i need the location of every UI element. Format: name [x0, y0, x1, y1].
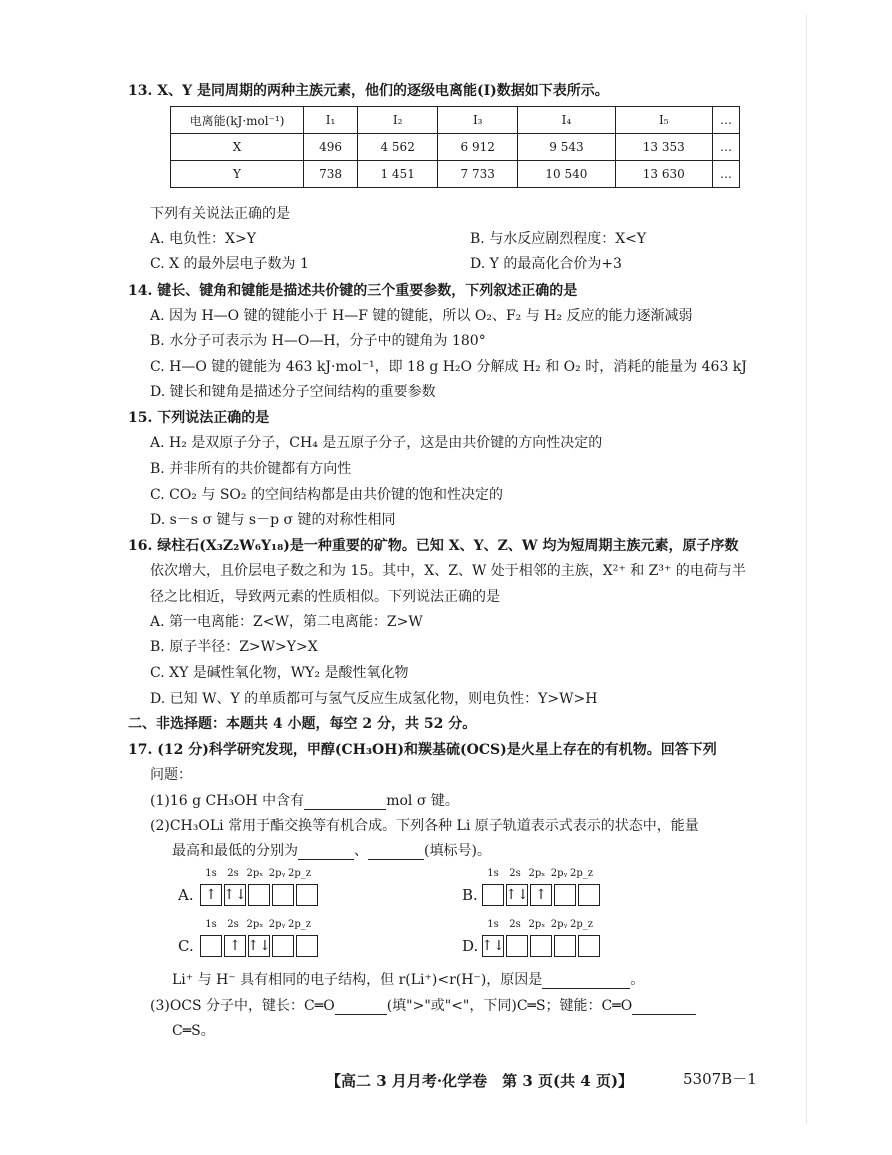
q15-stem: 15. 下列说法正确的是 [128, 410, 270, 426]
orbital-option-a-label: A. [178, 886, 194, 904]
orbital-box [554, 884, 576, 906]
q13-option-b: B. 与水反应剧烈程度：X<Y [470, 231, 647, 247]
table-cell: 13 353 [615, 134, 712, 161]
q14-option-a: A. 因为 H—O 键的键能小于 H—F 键的键能，所以 O₂、F₂ 与 H₂ 反应的能力逐渐减弱 [150, 308, 693, 324]
q17-line1: 17. (12 分)科学研究发现，甲醇(CH₃OH)和羰基硫(OCS)是火星上存在的有机物。回答下列 [128, 742, 717, 758]
q15-option-b: B. 并非所有的共价键都有方向性 [150, 461, 352, 477]
section-2-heading: 二、非选择题：本题共 4 小题，每空 2 分，共 52 分。 [128, 716, 477, 732]
q15-option-d: D. s－s σ 键与 s－p σ 键的对称性相同 [150, 512, 396, 528]
orbital-option-c-label: C. [178, 937, 194, 955]
table-cell: 9 543 [518, 134, 615, 161]
table-header-cell: I₅ [615, 107, 712, 134]
q13-option-a: A. 电负性：X>Y [150, 231, 256, 247]
table-header-cell: I₂ [358, 107, 438, 134]
orbital-box: ↑↓ [482, 935, 504, 957]
orbital-label: 2p_z [288, 868, 312, 879]
orbital-box: ↑↓ [224, 884, 246, 906]
q17-part1-text: (1)16 g CH₃OH 中含有 [150, 793, 305, 809]
q13-prompt: 下列有关说法正确的是 [150, 206, 290, 222]
q17-part3-text: (3)OCS 分子中，键长：C═O [150, 998, 335, 1014]
orbital-box [482, 884, 504, 906]
orbital-box [296, 935, 318, 957]
q16-option-b: B. 原子半径：Z>W>Y>X [150, 639, 318, 655]
q17-part2-hint: (填标号)。 [424, 843, 491, 859]
table-header-cell: I₁ [304, 107, 358, 134]
orbital-box [506, 935, 528, 957]
table-cell: 4 562 [358, 134, 438, 161]
q14-stem: 14. 键长、键角和键能是描述共价键的三个重要参数，下列叙述正确的是 [128, 283, 578, 299]
q16-line3: 径之比相近，导致两元素的性质相似。下列说法正确的是 [150, 589, 500, 605]
answer-blank[interactable] [368, 843, 424, 860]
table-header-cell: I₄ [518, 107, 615, 134]
orbital-label: 2pᵧ [268, 919, 286, 930]
orbital-label: 2pₓ [528, 919, 546, 930]
table-cell: 7 733 [438, 161, 518, 188]
q16-option-c: C. XY 是碱性氧化物，WY₂ 是酸性氧化物 [150, 665, 409, 681]
table-row [171, 161, 740, 188]
orbital-label: 2s [509, 868, 521, 879]
q13-stem: 13. X、Y 是同周期的两种主族元素，他们的逐级电离能(I)数据如下表所示。 [128, 83, 609, 99]
table-cell: 6 912 [438, 134, 518, 161]
orbital-box [554, 935, 576, 957]
orbital-option-b-label: B. [462, 886, 478, 904]
orbital-label: 1s [205, 868, 217, 879]
orbital-label: 2s [227, 868, 239, 879]
orbital-box: ↑↓ [248, 935, 270, 957]
table-header-cell: 电离能(kJ·mol⁻¹) [171, 107, 304, 134]
q16-line2: 依次增大，且价层电子数之和为 15。其中，X、Z、W 处于相邻的主族，X²⁺ 和 Z³⁺ 的电荷与半 [150, 563, 746, 579]
orbital-label: 1s [205, 919, 217, 930]
q16-option-a: A. 第一电离能：Z<W，第二电离能：Z>W [150, 614, 423, 630]
orbital-box: ↑ [530, 884, 552, 906]
answer-blank[interactable] [304, 793, 386, 810]
table-cell: 738 [304, 161, 358, 188]
orbital-label: 2s [227, 919, 239, 930]
orbital-box [248, 884, 270, 906]
orbital-label: 2pᵧ [550, 868, 568, 879]
table-cell: … [713, 161, 740, 188]
orbital-label: 2p_z [288, 919, 312, 930]
orbital-diagram-b [482, 868, 602, 906]
orbital-option-d-label: D. [462, 937, 479, 955]
orbital-diagram-a [200, 868, 320, 906]
orbital-box [200, 935, 222, 957]
orbital-box [578, 935, 600, 957]
orbital-box [272, 884, 294, 906]
orbital-label: 1s [487, 919, 499, 930]
q17-li-line [172, 969, 644, 989]
orbital-label: 2pᵧ [268, 868, 286, 879]
table-row [171, 134, 740, 161]
q14-option-b: B. 水分子可表示为 H—O—H，分子中的键角为 180° [150, 333, 486, 349]
orbital-diagram-d [481, 919, 602, 957]
answer-blank[interactable] [542, 972, 630, 989]
orbital-labels [200, 919, 310, 930]
orbital-label: 2pₓ [246, 868, 264, 879]
q17-part1-unit: mol σ 键。 [386, 793, 459, 809]
q14-option-c: C. H—O 键的键能为 463 kJ·mol⁻¹，即 18 g H₂O 分解成 H₂ 和 O₂ 时，消耗的能量为 463 kJ [150, 359, 747, 375]
orbital-labels [482, 868, 592, 879]
q14-option-d: D. 键长和键角是描述分子空间结构的重要参数 [150, 384, 436, 400]
orbital-diagram-c [200, 919, 320, 957]
orbital-label: 2pᵧ [550, 919, 568, 930]
table-header-cell: I₃ [438, 107, 518, 134]
answer-blank[interactable] [335, 998, 387, 1015]
q17-part3-line1 [150, 995, 696, 1015]
table-header-cell: … [713, 107, 740, 134]
q15-option-a: A. H₂ 是双原子分子，CH₄ 是五原子分子，这是由共价键的方向性决定的 [150, 435, 603, 451]
ionization-table [170, 106, 740, 188]
orbital-box [296, 884, 318, 906]
orbital-label: 2pₓ [528, 868, 546, 879]
orbital-label: 2s [509, 919, 521, 930]
orbital-label: 2p_z [570, 868, 594, 879]
q17-line2: 问题： [150, 767, 192, 783]
q17-part2-line2 [172, 840, 491, 860]
q16-line1: 16. 绿柱石(X₃Z₂W₆Y₁₈)是一种重要的矿物。已知 X、Y、Z、W 均为短周期主族元素，原子序数 [128, 538, 739, 554]
q13-option-d: D. Y 的最高化合价为+3 [470, 256, 622, 272]
table-cell: 13 630 [615, 161, 712, 188]
answer-blank[interactable] [632, 998, 696, 1015]
orbital-label: 2p_z [570, 919, 594, 930]
q17-part2-line1: (2)CH₃OLi 常用于酯交换等有机合成。下列各种 Li 原子轨道表示式表示的状态中，能量 [150, 818, 699, 834]
exam-code: 5307B－1 [683, 1070, 757, 1088]
q17-li-text: Li⁺ 与 H⁻ 具有相同的电子结构，但 r(Li⁺)<r(H⁻)，原因是 [172, 972, 543, 988]
orbital-label: 2pₓ [246, 919, 264, 930]
table-cell: 10 540 [518, 161, 615, 188]
q17-part1 [150, 790, 459, 810]
q17-part2-text: 最高和最低的分别为 [172, 843, 298, 859]
separator: 、 [354, 843, 368, 859]
q17-part3-line2: C═S。 [172, 1023, 215, 1039]
orbital-box [530, 935, 552, 957]
orbital-box [272, 935, 294, 957]
page-footer: 【高二 3 月月考·化学卷 第 3 页(共 4 页)】 [326, 1072, 634, 1090]
orbital-labels [482, 919, 592, 930]
q15-option-c: C. CO₂ 与 SO₂ 的空间结构都是由共价键的饱和性决定的 [150, 487, 503, 503]
table-cell: 1 451 [358, 161, 438, 188]
q16-option-d: D. 已知 W、Y 的单质都可与氢气反应生成氢化物，则电负性：Y>W>H [150, 691, 598, 707]
q13-option-c: C. X 的最外层电子数为 1 [150, 256, 309, 272]
table-cell: X [171, 134, 304, 161]
table-cell: Y [171, 161, 304, 188]
orbital-box: ↑ [224, 935, 246, 957]
orbital-label: 1s [487, 868, 499, 879]
orbital-box: ↑↓ [506, 884, 528, 906]
q17-li-end: 。 [630, 972, 645, 988]
table-cell: 496 [304, 134, 358, 161]
orbital-labels [200, 868, 310, 879]
table-cell: … [713, 134, 740, 161]
table-header-row [171, 107, 740, 134]
orbital-box: ↑ [200, 884, 222, 906]
q17-part3-mid: (填">"或"<"，下同)C═S；键能：C═O [386, 998, 633, 1014]
answer-blank[interactable] [298, 843, 354, 860]
orbital-box [578, 884, 600, 906]
